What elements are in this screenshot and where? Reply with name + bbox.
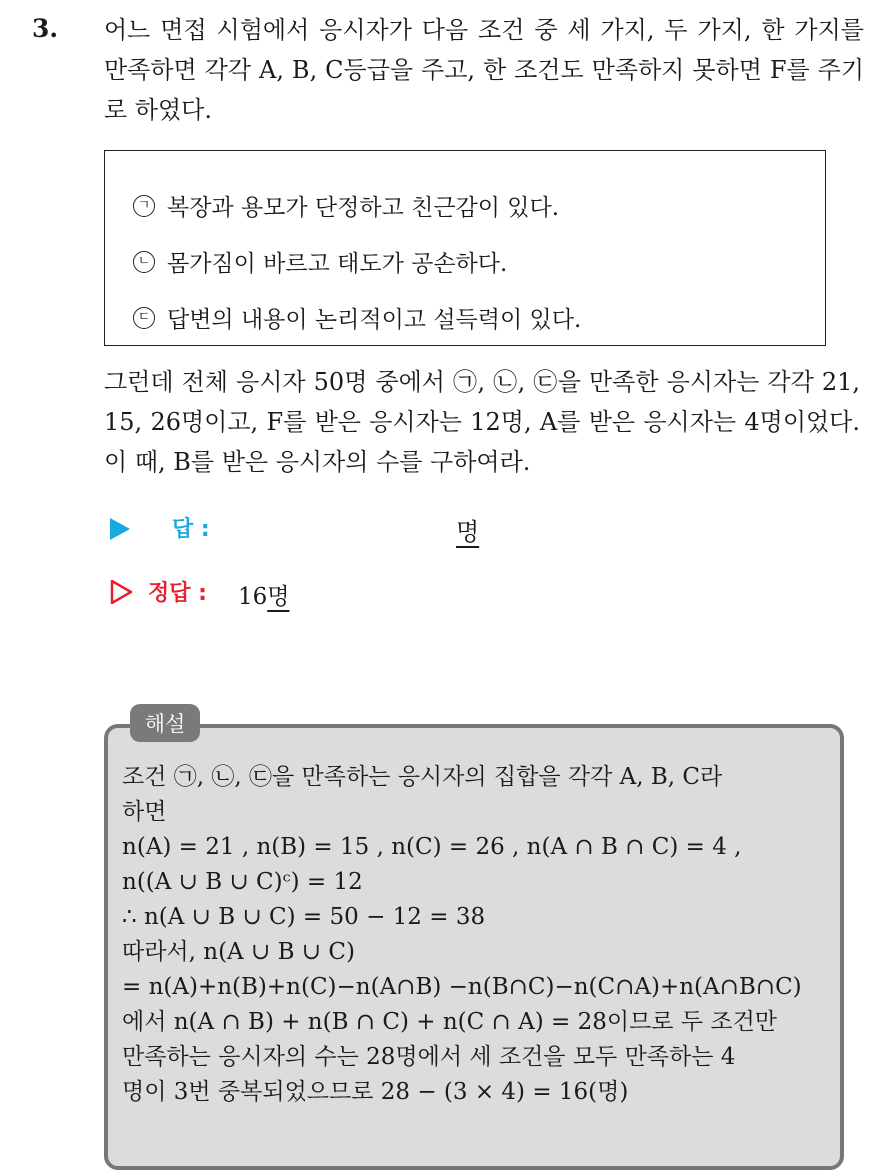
- condition-text-3: 답변의 내용이 논리적이고 설득력이 있다.: [167, 307, 582, 333]
- conditions-box: [104, 150, 826, 346]
- solution-line-9: 만족하는 응시자의 수는 28명에서 세 조건을 모두 만족하는 4: [122, 1044, 736, 1070]
- question-number: 3.: [32, 14, 59, 43]
- solution-line-5: ∴ n(A ∪ B ∪ C) = 50 − 12 = 38: [122, 904, 486, 930]
- condition-item-1: [133, 189, 559, 222]
- circled-marker-1: ㄱ: [133, 195, 155, 217]
- condition-item-3: [133, 301, 581, 334]
- solution-line-1: 조건 ㉠, ㉡, ㉢을 만족하는 응시자의 집합을 각각 A, B, C라: [122, 764, 723, 790]
- answer-unit: 명: [456, 518, 480, 546]
- circled-marker-2: ㄴ: [133, 251, 155, 273]
- problem-detail-text: 그런데 전체 응시자 50명 중에서 ㉠, ㉡, ㉢을 만족한 응시자는 각각 21, 15, 26명이고, F를 받은 응시자는 12명, A를 받은 응시자는 4명이었다. 이 때, B를 받은 응시자의 수를 구하여라.: [104, 368, 860, 476]
- solution-line-2: 하면: [122, 799, 167, 825]
- solution-line-3: n(A) = 21 , n(B) = 15 , n(C) = 26 , n(A ∩ B ∩ C) = 4 ,: [122, 834, 742, 860]
- question-text: 어느 면접 시험에서 응시자가 다음 조건 중 세 가지, 두 가지, 한 가지를 만족하면 각각 A, B, C등급을 주고, 한 조건도 만족하지 못하면 F를 주기로 하였다.: [104, 16, 864, 124]
- outline-arrow-icon: [110, 579, 134, 605]
- correct-label: 정답 :: [148, 581, 207, 606]
- correct-unit: 명: [267, 584, 290, 610]
- answer-row: [110, 510, 610, 550]
- solution-line-10: 명이 3번 중복되었으므로 28 − (3 × 4) = 16(명): [122, 1079, 629, 1105]
- solution-tag: 해설: [130, 704, 200, 742]
- circled-marker-3: ㄷ: [133, 307, 155, 329]
- correct-value: 16: [238, 584, 268, 610]
- correct-value-wrap: [238, 578, 290, 611]
- play-arrow-icon: [110, 518, 130, 540]
- condition-item-2: [133, 245, 507, 278]
- solution-line-4: n((A ∪ B ∪ C)ᶜ) = 12: [122, 869, 363, 895]
- condition-text-2: 몸가짐이 바르고 태도가 공손하다.: [167, 251, 508, 277]
- correct-answer-row: [110, 574, 510, 614]
- answer-label: 답 :: [172, 517, 210, 542]
- solution-line-7: = n(A)+n(B)+n(C)−n(A∩B) −n(B∩C)−n(C∩A)+n(A∩B∩C): [122, 974, 802, 1000]
- solution-line-6: 따라서, n(A ∪ B ∪ C): [122, 939, 355, 965]
- condition-text-1: 복장과 용모가 단정하고 친근감이 있다.: [167, 195, 560, 221]
- solution-line-8: 에서 n(A ∩ B) + n(B ∩ C) + n(C ∩ A) = 28이므로 두 조건만: [122, 1009, 778, 1035]
- solution-content: [122, 760, 828, 1110]
